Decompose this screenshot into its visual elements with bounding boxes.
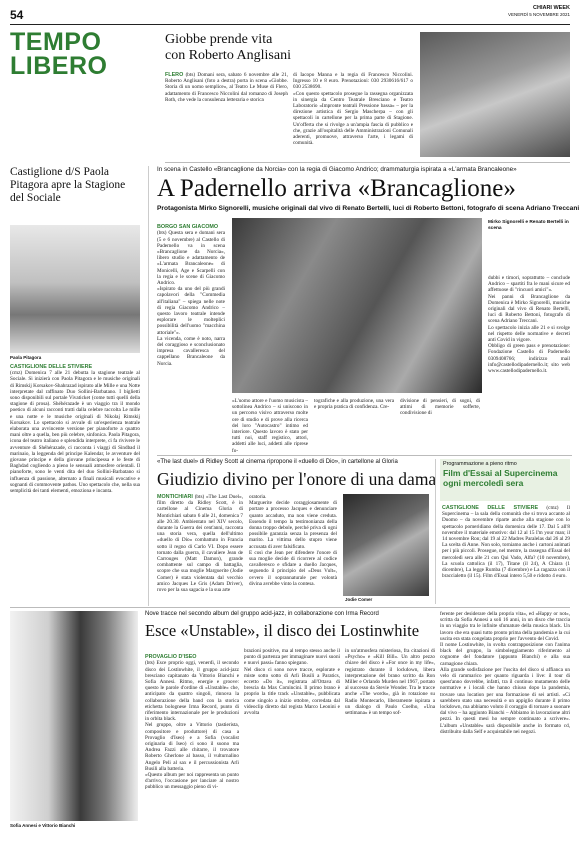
unstable-col1-text: (bts) Esce proprio oggi, venerdì, il secondo disco dei Lostinwhite, il gruppo acid-jazz bresciano capitanato da Vittorio Bianchi e Sofia Annesi. Ritmo, energie e groove: questo le parole d'ordine di «Unstable» che, anticipato da quattro singoli, rinnova la collaborazione della band con la storica etichetta bolognese Irma Record, punto di riferimento internazionale per le produzioni in orbita black. Nel gruppo, oltre a Vittorio (tastierista, compositore e produttore) di casa a Provaglio d'Iseo) e a Sofia (vocalist originaria di Iseo) ci sono il suono ma Andrea Fazzi alle chitarre, il trovatore Roberto Gherlone al basso, il vulturnalino Angelo Peli al sax e il percussionista Arlì Busili alla batteria. «Questo album per noi rappresenta un punto d'arrivo, l'occasione per lanciare al nostro pubblico un messaggio pieno di vi- [145,660,239,791]
lostinwhite-caption: Sofia Annesi e Vittorio Bianchi [10,823,76,828]
unstable-col2b: in un'atmosfera misteriosa, fra citazioni di «Psycho» e «Kill Bill». Un altro pezzo chiave del disco è «For once in my life», registrato durante il lockdown, libera interpretazione del brano scritto da Ron Miller e Orlando Murden nel 1967, portato al successo da Stevie Wonder. Tra le tracce anche «The words», già in rotazione su Radio Montecarlo, liberamente ispirata a un dialogo di Paulo Coelho, «Una settimana» è un tempo sof- [345,648,435,717]
unstable-col1 [145,648,239,833]
duello-col2: oratoria. Marguerite decide coraggiosamente di portare a processo Jacques e denunciare quanto accaduto, ma non viene creduta. Essendo il tempo la testimonianza della donna troppo debole, perché priva di ogni possibile garanzia senza la presenza del marito. La vittima dello stupro viene accusata di aver falsificato. E così che Jean per difendere l'onore di sua moglie decide di ricorrere al codice cavalleresco e sfidare a duello Jacques, seguendo il principio del «Deus Vult», ovvero il soprannaturale per volontà divina avrebbe vinto la contesa. [249,494,337,587]
section-label [10,30,155,90]
unstable-kicker: PROVAGLIO D'ISEO [145,654,197,661]
giobbe-title [165,32,405,64]
unstable-title: Esce «Unstable», il disco dei Lostinwhite [145,621,420,640]
section-label-line2: LIBERO [10,52,108,80]
pitagora-text [10,364,140,604]
brancaglione-kicker: BORGO SAN GIACOMO [157,224,219,231]
unstable-col2: brazioni positive, ma al tempo stesso anche il punto di partenza per immaginare nuovi suoni e nuovi passi» fanno spiegano. Nel disco ci sono nove tracce, esplorate e miste sotto sotto di Arlì Busili a Paratics, eccetto «Do it», registrata all'Ottava di brescia da Max Comincini. Il primo brano è proprio la title track «Unstable», pubblicata come singolo a inizio ottobre, corredata dal videoclip diretto dal regista Marco Leonini e avvolta [244,648,340,717]
header-rule [10,24,570,25]
lostinwhite-photo [10,611,138,821]
brancaglione-col5: dubbi e timori, soprattutto – conclude Andrico – spartiti fra le mani sicure ed affettuose di "rincuori amici"». Nei panni di Brancaglione da Domenica è Mirko Signorelli, musiche originali dal vivo di Renato Bertelli, luci di Roberto Bettoni, fotografo di scena Adriano Treccani. Lo spettacolo inizia alle 21 e si svolge nel rispetto delle normative e decreti anti Covid in vigore. Obbligo di green pass e prenotazione: Fondazione Castello di Padernello 0309408766; indirizzo mail info@castellodipadernello.it; sito web www.castellodipadernello.it. [488,275,570,375]
brancaglione-col1 [157,218,225,448]
duello-strap: «The last duel» di Ridley Scott al cinema ripropone il «duello di Dio», in cartellone al Gloria [157,459,398,465]
pitagora-caption: Paola Pitagora [10,355,42,360]
page-number: 54 [10,8,24,22]
unstable-col3: ferente per desiderare della propria vita», ed «Happy or not», scritta da Sofia Annesi a soli 16 anni, in un disco che traccia in un viaggio tra le infinite sfumature della musica black. Un lavoro che era quasi tutto pronto prima della pandemia e la cui uscita era stata congelata proprio per l'avvento del Covid. Il nome Lostinwhite, in svolta contrapposizione con l'anima black del gruppo, la simboleggiamento riferimento al cognome del fondatore (appunto Bianchi) e alla sua carnagione chiara. Alla grande sodisfazione per l'uscita del disco si affianca un velo di rammarico per quanto riguarda i live: il tour di quest'anno dovrebbe, infatti, tra il continuo mutamento delle normative e i locali che hanno chiuso dopo la pandemia, trovare una location per una formazione di sei artisti. «Ci sarebbero stato una necessità e un appiglio durante il primo lockdown, ma abbiamo voluto il coraggio di tornare a suonare dal vivo – ha aggiunto Bianchi – Abbiamo in lavorazione altri pezzi. In questi mesi ho sempre continuato a scrivere». L'album «Unstable» sarà disponibile anche in formato cd, distribuito dalla Self e acquistabile nei negozi. [440,611,570,735]
brancaglione-col3: tografiche e alla produzione, una vera e propria pratica di confidenza. Cre- [314,398,394,411]
header-date: VENERDÌ 5 NOVEMBRE 2021 [507,12,570,17]
giobbe-kicker: FLERO [165,72,184,78]
rule-2 [157,455,572,456]
brancaglione-col4: divisione di pensieri, di sogni, di attimi di memorie sofferte, condivisione di [400,398,480,417]
brancaglione-title: A Padernello arriva «Brancaglione» [157,175,516,202]
duello-title: Giudizio divino per l'onore di una dama [157,469,437,489]
essai-header [440,459,570,501]
duello-col1 [157,494,243,602]
section-label-line1: TEMPO [10,28,102,56]
brancaglione-subtitle: Protagonista Mirko Signorelli, musiche originali dal vivo di Renato Bertelli, luci di Roberto Bettoni, fotografo di scena Adriano Treccani [157,205,580,212]
sidebar-divider [148,166,149,606]
anglisani-photo [420,32,570,157]
essai-title-line2: ogni mercoledì sera [443,478,524,488]
duello-kicker: MONTICHIARI [157,494,193,500]
giobbe-title-line1: Giobbe prende vita [165,32,273,47]
brancaglione-col2: «L'uomo attore e l'uomo musicista – sottolinea Andrico – si uniscono in un percorso visivo attraverso molte ore di studio e di prove alla ricerca del loro "Autocastro" intimo ed interiore. Questo lavoro è stato per tutti noi, staff registico, attori, addetti alle luci, addetti alle riprese fo- [232,398,308,454]
rule-1 [165,162,570,163]
brancaglione-col1-text: (bts) Questa sera e domani sera (5 e 6 novembre) al Castello di Padernello va in scena «Brancaglione da Norcia», libero studio e adattamento de «L'armata Brancaleone» di Monicelli, Age e Scarpelli con la regia e le scene di Giacomo Andrico. «Ispirato da uno del più grandi capolavori della "Commedia all'italiana" – spiega nelle note di regia Giacomo Andrico – questo lavoro teatrale intende esplorare le molteplici possibilità dell'uomo "macchina attoriale"». La vicenda, come è noto, narra del coraggioso e sconclusionato impresa cavalleresca del cappellano Brancaleone da Norcia. [157,230,225,367]
pitagora-text-body: (cmz) Domenica 7 alle 21 debutta la stagione teatrale al Sociale. Si inizierà con Paola Pitagora e le musiche originali di Rimskij Korsakov-Shahrazad ispirato alle Mille e una Notte interpretate dal raffinato Duo Sollini-Barbatano. I biglietti sono disponibili sul portale Vivaticket (come tutti quelli della stagione di prosa). Shéhérazade è un viaggio tra il mondo poetico di alcuni racconti tratti dalla celebre raccolta Le mille e una notte e le musiche originali di Nikolaj Rimskij Korsakov. Lo spettacolo si avvale di un'esperienza teatrale elaborata una avvincente versione per pianoforte a quattro mani oltre a quella, ben più celebre, sinfonica. Paola Pitagora, icona del teatro italiano e splendida interprete, ci fa rivivere le avventure di Shéhérazade, ci racconta i viaggi di Sindbad il marinaio, la leggenda del principe Kalendar, le avventure del giovane principe e della giovane principessa e le feste di Baghdad cogliendo a pieno le sensuali atmosfere orientali. Il pianoforte, sono le venti dita del duo Sollini-Barbatano si influenza di passione, alternato a finali musicali evocative e sognanti di commovente pathos. Uno spettacolo che, nella sua semplicità dei tanti elementi, emoziona e incanta. [10,370,140,495]
essai-title-line1: Film d'Essai al Supercinema [443,468,558,478]
rule-3 [10,607,570,608]
brancaglione-photo [232,218,482,393]
giobbe-col1-text: (bts) Domani sera, sabato 6 novembre alle 21, Roberto Anglisani (foto a destra) porta in scena «Giobbe. Storia di un uomo semplice», al Teatro Le Muse di Flero, adattamento di Francesco Niccolini dal romanzo di Joseph Roth, che vede la consulenza letteraria e storica [165,72,289,103]
brancaglione-caption: Mirko Signorelli e Renato Bertelli in scena [488,220,569,231]
duello-divider [435,459,436,604]
pitagora-photo [10,225,140,353]
giobbe-col2: di Iacopo Manna e la regia di Francesco Niccolini. Ingresso 10 e 8 euro. Prenotazioni: 030 2930616/617 o 030 2538690. «Con questo spettacolo prosegue la rassegna organizzata in sinergia da Centro Teatrale Bresciano e Teatro Laboratorio «Improntе teatrali Pressione bassa» – per la direzione artistica di Sergio Mascherpa – con gli spettacoli in cartellone per la prima parte di Stagione. Un'offerta che si rivolge a un'ampia fascia di pubblico e che, grazie all'ospitalità delle Amministrazioni Comunali aderenti, promuove, attraverso l'arte, i legami di comunità. [293,72,413,147]
pitagora-kicker: CASTIGLIONE DELLE STIVIERE [10,364,93,370]
comer-caption: Jodie Comer [345,597,373,602]
essai-kicker: CASTIGLIONE DELLE STIVIERE [442,505,539,511]
pitagora-title: Castiglione d/S Paola Pitagora apre la Stagione del Sociale [10,166,126,204]
paper-name: CHIARI WEEK [533,5,570,11]
comer-photo [343,494,429,596]
unstable-strap: Nove tracce nel secondo album del gruppo acid-jazz, in collaborazione con Irma Record [145,611,379,617]
giobbe-title-line2: con Roberto Anglisani [165,48,291,63]
essai-text-body: (cmz) Il Supercinema – la sala della comunità che si trova accanto al Duomo – da novembre riparte anche alla stagione con lo spettacolo pomeridiano della domenica delle 17. Dal 5 all'8 novembre il materiale emotivo: dal 12 al 15 I'm your man; il 14 novembre Ron; dal 19 al 22 Madres Paralelas dal 26 al 29 La scelta di Anne. Non solo, torniamo anche i cartoni animati per i più piccoli. Prosegue, nel mentre, la rassegna d'Essai del mercoledì sera alle 21 con Qui Vado, Alfa? (10 novembre), La scuola cattolica (il 17), Titane (il 24), A Chiara (1 dicembre), La legge Rumba (7 dicembre) e La ragazza con il braccialetto (il 15). Film d'Essai intero 5,50 e ridotto 4 euro. [442,505,570,580]
brancaglione-strap: In scena in Castello «Brancaglione da Norcia» con la regia di Giacomo Andrico; drammaturgia ispirata a «L'armata Brancaleone» [157,166,517,173]
duello-col1-text: (bts) «The Last Duel», film diretto da Ridley Scott, è in cartellone al Cinema Gloria di Montichiari sabato 6 alle 21, domenica 7 alle 20.30. Ambientato nel XIV secolo, durante la Guerra dei cent'anni, racconta una storia vera, quella dell'ultimo «duello di Dio» combattuto in Francia sotto il regno di Carlo VI. Dopo essere tornato dalla guerra, il cavaliere Jean de Carrouges (Matt Damon), grande combattente sul campo di battaglia, scopre che sua moglie Marguerite (Jodie Comer) è stata violentata dal vecchio amico Jacques Le Gris (Adam Driver), rovo per la sua sagacia e la sua arte [157,494,243,594]
essai-text [442,505,570,603]
giobbe-col1 [165,72,288,158]
essai-strap: Programmazione a pieno ritmo [443,461,517,467]
